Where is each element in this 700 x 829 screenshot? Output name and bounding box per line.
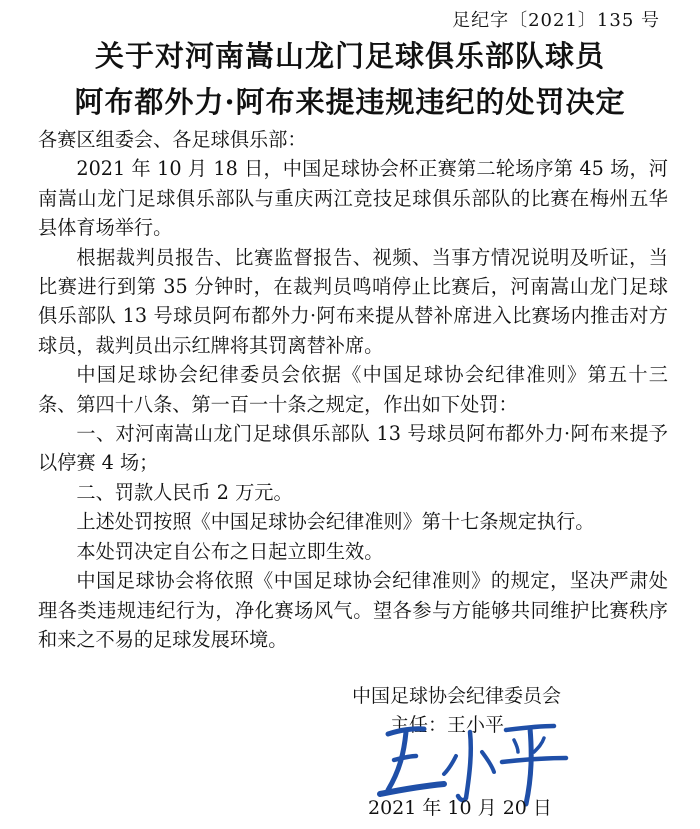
document-date: 2021 年 10 月 20 日 <box>368 797 552 819</box>
paragraph-execution: 上述处罚按照《中国足球协会纪律准则》第十七条规定执行。 <box>76 510 595 534</box>
paragraph-incident-date: 2021 年 10 月 18 日，中国足球协会杯正赛第二轮场序第 45 场，河南嵩山龙门足球俱乐部队与重庆两江竞技足球俱乐部队的比赛在梅州五华县体育场举行。 <box>38 157 668 240</box>
paragraph-closing: 中国足球协会将依照《中国足球协会纪律准则》的规定，坚决严肃处理各类违规违纪行为，净化赛场风气。望各参与方能够共同维护比赛秩序和来之不易的足球发展环境。 <box>38 569 668 651</box>
salutation: 各赛区组委会、各足球俱乐部： <box>38 128 307 151</box>
paragraph-incident-details: 根据裁判员报告、比赛监督报告、视频、当事方情况说明及听证，当比赛进行到第 35 分钟时，在裁判员鸣哨停止比赛后，河南嵩山龙门足球俱乐部队 13 号球员阿布都外力·阿布来提从替补席进入比赛场内推击对方球员，裁判员出示红牌将其罚离替补席。 <box>38 245 668 357</box>
title-line-1: 关于对河南嵩山龙门足球俱乐部队球员 <box>94 39 605 73</box>
title-line-2: 阿布都外力·阿布来提违规违纪的处罚决定 <box>74 85 626 119</box>
document-body <box>38 125 668 654</box>
paragraph-legal-basis: 中国足球协会纪律委员会依据《中国足球协会纪律准则》第五十三条、第四十八条、第一百一十条之规定，作出如下处罚： <box>38 363 668 416</box>
paragraph-effective: 本处罚决定自公布之日起立即生效。 <box>76 539 384 563</box>
penalty-item-fine: 二、罚款人民币 2 万元。 <box>76 480 293 504</box>
issuing-committee: 中国足球协会纪律委员会 <box>352 685 562 707</box>
penalty-item-suspension: 一、对河南嵩山龙门足球俱乐部队 13 号球员阿布都外力·阿布来提予以停赛 4 场； <box>38 422 668 475</box>
director-line: 主任：王小平 <box>390 714 505 736</box>
document-number: 足纪字〔2021〕135 号 <box>452 10 660 31</box>
